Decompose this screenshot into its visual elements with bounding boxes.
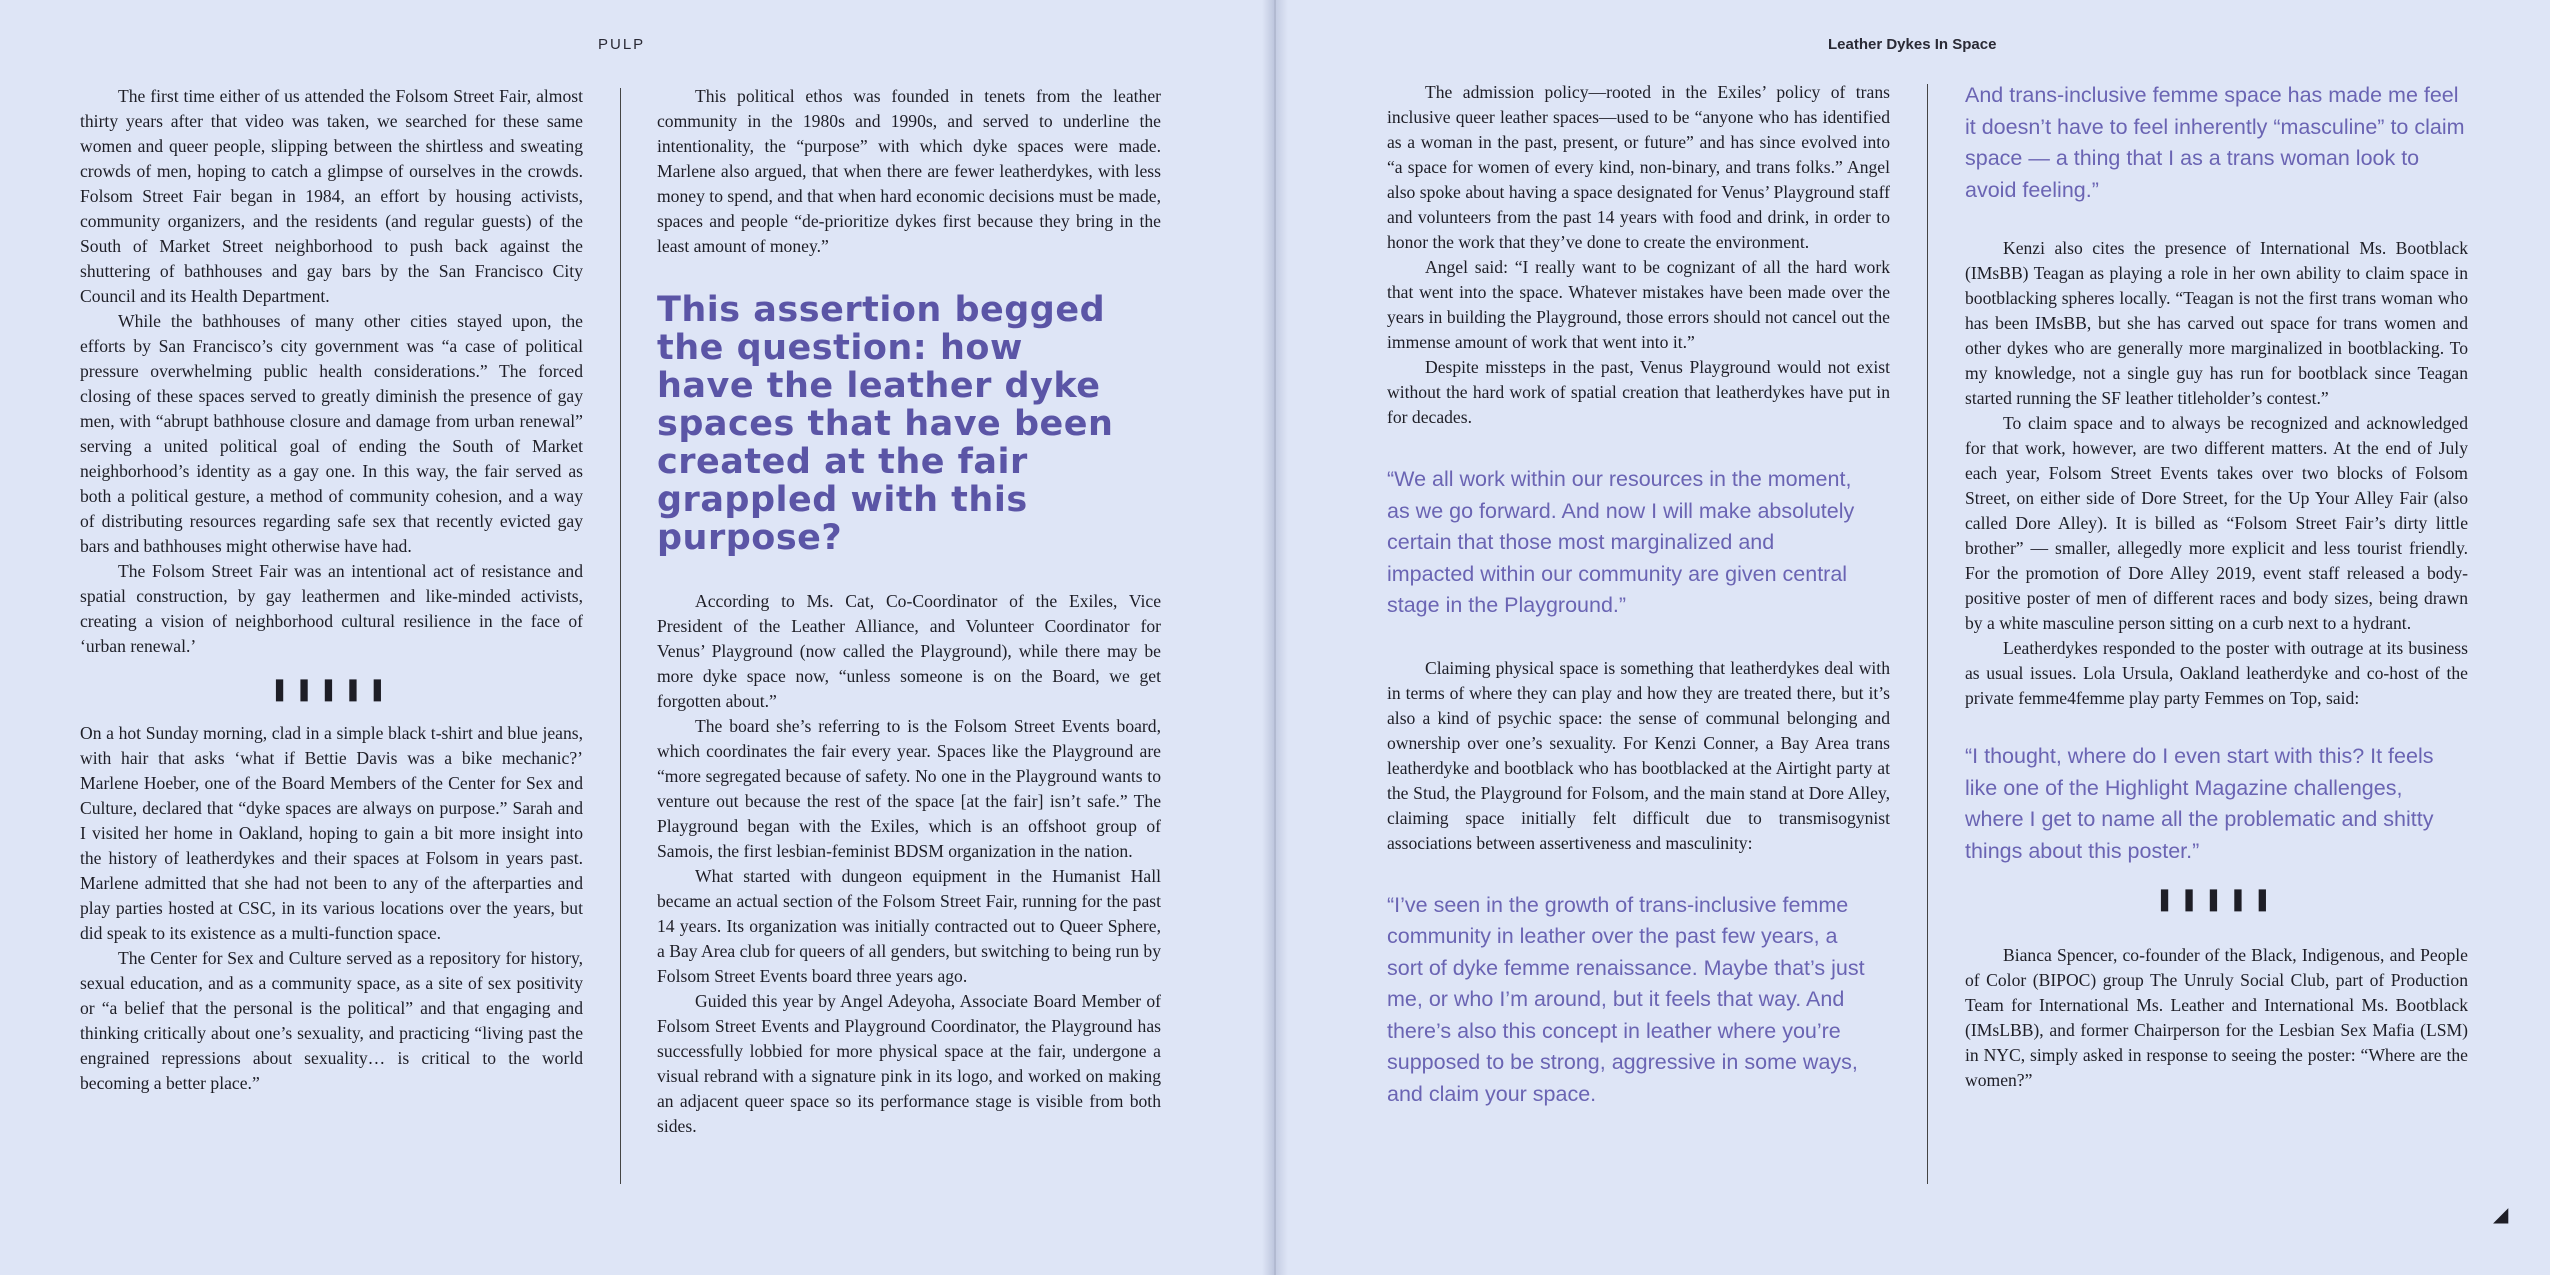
paragraph: The admission policy—rooted in the Exiles’ policy of trans inclusive queer leather spaces—used to be “anyone who has identified as a woman in the past, present, or future” and has since evolved into “a space for women of every kind, non-binary, and trans folks.” Angel also spoke about having a space designated for Venus’ Playground staff and volunteers from the past 14 years with food and drink, in order to honor the work that they’ve done to create the environment. bbox=[1387, 82, 1890, 252]
paragraph: Despite missteps in the past, Venus Playground would not exist without the hard work of spatial creation that leatherdykes have put in for decades. bbox=[1387, 357, 1890, 427]
running-head-left: PULP bbox=[598, 36, 646, 53]
paragraph: Claiming physical space is something that leatherdykes deal with in terms of where they can play and how they are treated there, but it’s also a kind of psychic space: the sense of communal belonging and ownership over one’s sexuality. For Kenzi Conner, a Bay Area trans leatherdyke and bootblack who has bootblacked at the Airtight party at the Stud, the Playground for Folsom, and the main stand at Dore Alley, claiming space initially felt difficult due to transmisogynist associations between assertiveness and masculinity: bbox=[1387, 657, 1890, 853]
right-column-1 bbox=[1387, 80, 1890, 1110]
left-column-1 bbox=[80, 84, 583, 1096]
paragraph: According to Ms. Cat, Co-Coordinator of the Exiles, Vice President of the Leather Alliance, and Volunteer Coordinator for Venus’ Playground (now called the Playground), while there may be more dyke space now, “unless someone is on the Board, we get forgotten about.” bbox=[657, 591, 1161, 711]
display-quote: This assertion begged the question: how have the leather dyke spaces that have been created at the fair grappled with this purpose? bbox=[657, 290, 1114, 558]
column-rule bbox=[620, 88, 621, 1184]
paragraph: Guided this year by Angel Adeyoha, Associate Board Member of Folsom Street Events and Playground Coordinator, the Playground has successfully lobbied for more physical space at the fair, undergone a visual rebrand with a signature pink in its logo, and worked on making an adjacent queer space so its performance stage is visible from both sides. bbox=[657, 991, 1161, 1136]
paragraph: To claim space and to always be recognized and acknowledged for that work, however, are two different matters. At the end of July each year, Folsom Street Events takes over two blocks of Folsom Street, on either side of Dore Street, for the Up Your Alley Fair (also called Dore Alley). It is billed as “Folsom Street Fair’s dirty little brother” — smaller, allegedly more explicit and less tourist friendly. For the promotion of Dore Alley 2019, event staff released a body-positive poster of men of different races and body sizes, being drawn by a white masculine person sitting on a curb next to a hydrant. bbox=[1965, 413, 2468, 633]
paragraph: This political ethos was founded in tenets from the leather community in the 1980s and 1990s, and served to underline the intentionality, the “purpose” with which dyke spaces were made. Marlene also argued, that when there are fewer leatherdykes, with less money to spend, and that when hard economic decisions must be made, spaces and people “de-prioritize dykes first because they bring in the least amount of money.” bbox=[657, 86, 1161, 256]
section-break-dingbat: ❚❚❚❚❚ bbox=[270, 677, 393, 702]
pull-quote: And trans-inclusive femme space has made me feel it doesn’t have to feel inherently “masculine” to claim space — a thing that I as a trans woman look to avoid feeling.” bbox=[1965, 83, 2465, 202]
paragraph: What started with dungeon equipment in the Humanist Hall became an actual section of the Folsom Street Fair, running for the past 14 years. Its organization was initially contracted out to Queer Sphere, a Bay Area club for queers of all genders, but switching to being run by Folsom Street Events board three years ago. bbox=[657, 866, 1161, 986]
column-rule bbox=[1927, 84, 1928, 1184]
paragraph: The Center for Sex and Culture served as a repository for history, sexual education, and as a community space, as a site of sex positivity or “a belief that the personal is the political” and that engaging and thinking critically about one’s sexuality, and practicing “living past the engrained repressions about sexuality… is critical to the world becoming a better place.” bbox=[80, 948, 583, 1093]
pull-quote: “I thought, where do I even start with this? It feels like one of the Highlight Magazine challenges, where I get to name all the problematic and shitty things about this poster.” bbox=[1965, 744, 2434, 863]
paragraph: While the bathhouses of many other cities stayed upon, the efforts by San Francisco’s city government was “a case of political pressure overwhelming public health considerations.” The forced closing of these spaces served to greatly diminish the presence of gay men, with “abrupt bathhouse closure and damage from urban renewal” serving a united political goal of ending the South of Market neighborhood’s identity as a gay one. In this way, the fair served as both a political gesture, a method of community cohesion, and a way of distributing resources regarding safe sex that recently evicted gay bars and bathhouses might otherwise have had. bbox=[80, 311, 583, 556]
pull-quote: “I’ve seen in the growth of trans-inclusive femme community in leather over the past few years, a sort of dyke femme renaissance. Maybe that’s just me, or who I’m around, but it feels that way. And there’s also this concept in leather where you’re supposed to be strong, aggressive in some ways, and claim your space. bbox=[1387, 892, 1865, 1106]
paragraph: Bianca Spencer, co-founder of the Black, Indigenous, and People of Color (BIPOC) group The Unruly Social Club, part of Production Team for International Ms. Leather and International Ms. Bootblack (IMsLBB), and former Chairperson for the Lesbian Sex Mafia (LSM) in NYC, simply asked in response to seeing the poster: “Where are the women?” bbox=[1965, 945, 2468, 1090]
paragraph: The first time either of us attended the Folsom Street Fair, almost thirty years after that video was taken, we searched for these same women and queer people, slipping between the shirtless and sweating crowds of men, hoping to catch a glimpse of ourselves in the crowds. Folsom Street Fair began in 1984, an effort by housing activists, community organizers, and the residents (and regular guests) of the South of Market Street neighborhood to push back against the shuttering of bathhouses and gay bars by the San Francisco City Council and its Health Department. bbox=[80, 86, 583, 306]
paragraph: Leatherdykes responded to the poster with outrage at its business as usual issues. Lola Ursula, Oakland leatherdyke and co-host of the private femme4femme play party Femmes on Top, said: bbox=[1965, 638, 2468, 708]
paragraph: Kenzi also cites the presence of International Ms. Bootblack (IMsBB) Teagan as playing a role in her own ability to claim space in bootblacking spheres locally. “Teagan is not the first trans woman who has been IMsBB, but she has carved out space for trans women and other dykes who are generally more marginalized in bootblacking. To my knowledge, not a single guy has run for bootblack since Teagan started running the SF leather titleholder’s contest.” bbox=[1965, 238, 2468, 408]
paragraph: The board she’s referring to is the Folsom Street Events board, which coordinates the fair every year. Spaces like the Playground are “more segregated because of safety. No one in the Playground wants to venture out because the rest of the space [at the fair] isn’t safe.” The Playground began with the Exiles, which is an offshoot group of Samois, the first lesbian-feminist BDSM organization in the nation. bbox=[657, 716, 1161, 861]
right-column-2 bbox=[1965, 80, 2468, 1093]
spine-gutter bbox=[1262, 0, 1288, 1275]
running-head-right: Leather Dykes In Space bbox=[1828, 36, 1997, 53]
section-break-dingbat: ❚❚❚❚❚ bbox=[2155, 887, 2278, 912]
paragraph: The Folsom Street Fair was an intentional act of resistance and spatial construction, by gay leathermen and like-minded activists, creating a vision of neighborhood cultural resilience in the face of ‘urban renewal.’ bbox=[80, 561, 583, 656]
page-corner-mark-icon: ◢ bbox=[2493, 1202, 2509, 1226]
paragraph: On a hot Sunday morning, clad in a simple black t-shirt and blue jeans, with hair that asks ‘what if Bettie Davis was a bike mechanic?’ Marlene Hoeber, one of the Board Members of the Center for Sex and Culture, declared that “dyke spaces are always on purpose.” Sarah and I visited her home in Oakland, hoping to gain a bit more insight into the history of leatherdykes and their spaces at Folsom in years past. Marlene admitted that she had not been to any of the afterparties and play parties hosted at CSC, in its various locations over the years, but did speak to its existence as a multi-function space. bbox=[80, 723, 583, 943]
paragraph: Angel said: “I really want to be cognizant of all the hard work that went into the space. Whatever mistakes have been made over the years in building the Playground, those errors should not cancel out the immense amount of work that went into it.” bbox=[1387, 257, 1890, 352]
pull-quote: “We all work within our resources in the moment, as we go forward. And now I will make absolutely certain that those most marginalized and impacted within our community are given central stage in the Playground.” bbox=[1387, 467, 1855, 617]
left-column-2 bbox=[657, 84, 1161, 1139]
